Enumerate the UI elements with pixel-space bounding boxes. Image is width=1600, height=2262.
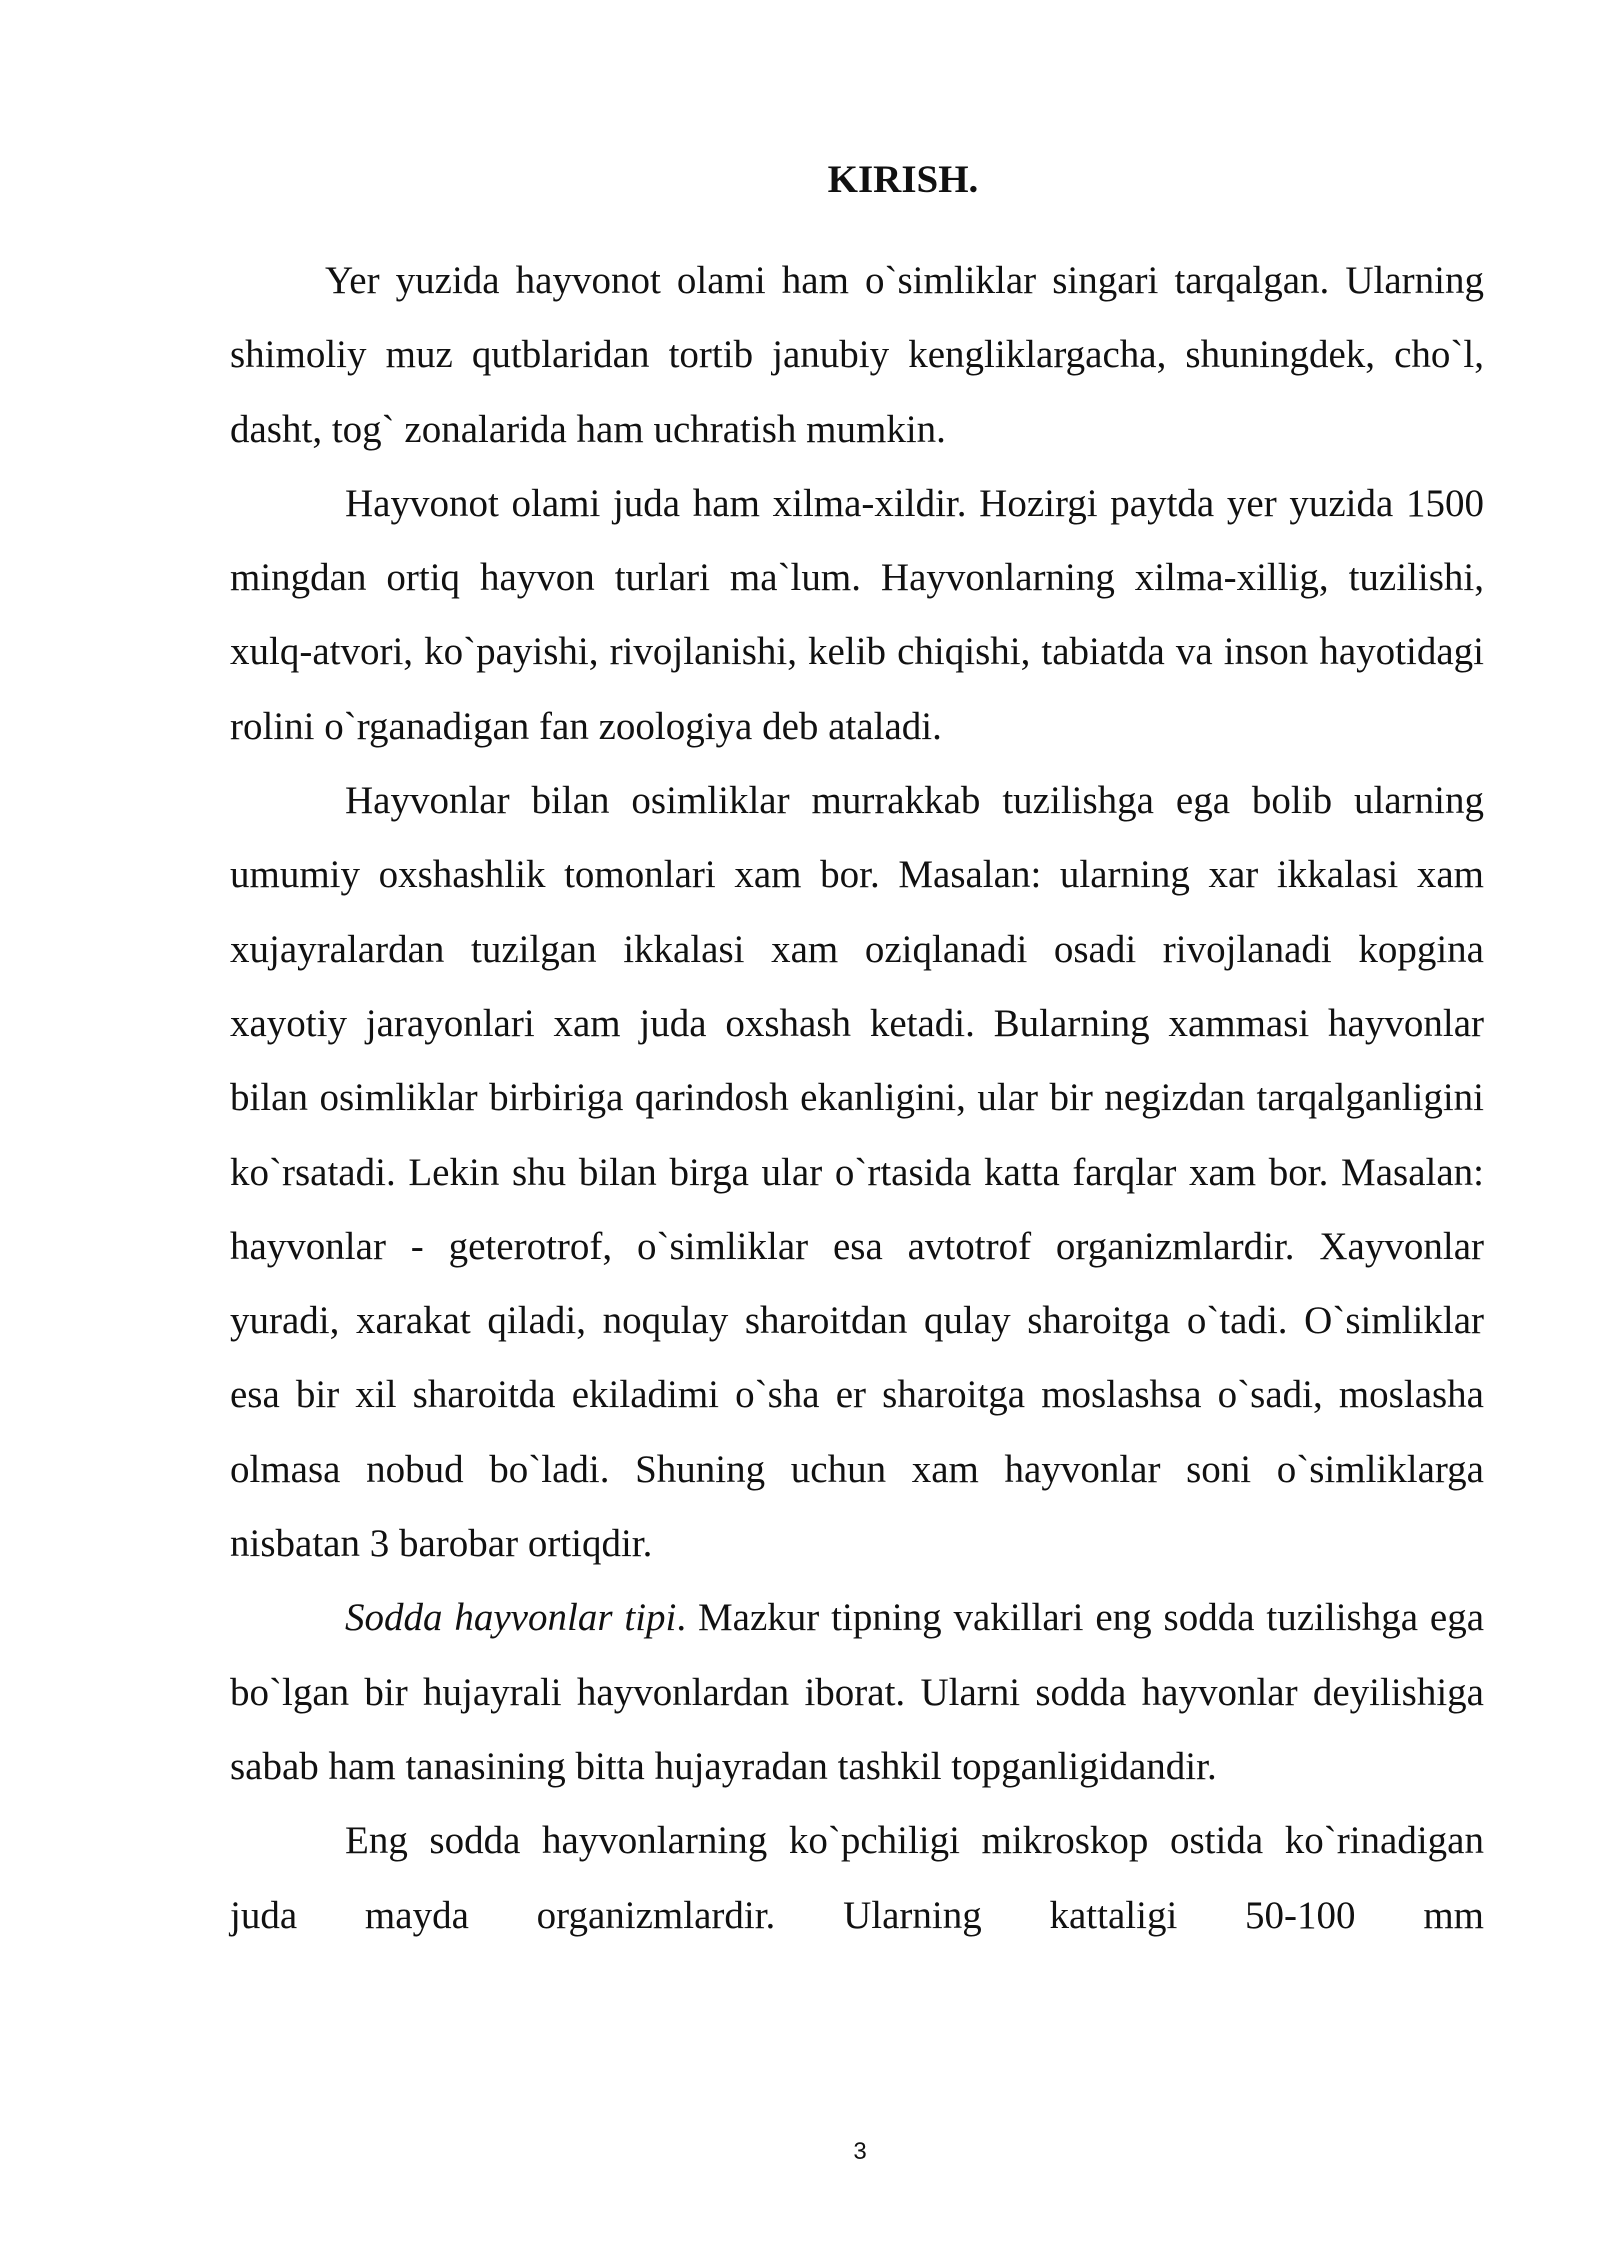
paragraph-animal-diversity: Hayvonot olami juda ham xilma-xildir. Hozirgi paytda yer yuzida 1500 mingdan ortiq hayvon turlari ma`lum. Hayvonlarning xilma-xillig, tuzilishi, xulq-atvori, ko`payishi, rivojlanishi, kelib chiqishi, tabiatda va inson hayotidagi rolini o`rganadigan fan zoologiya deb ataladi.	[230, 481, 1484, 748]
protozoa-type-term: Sodda hayvonlar tipi	[345, 1596, 677, 1640]
page-number: 3	[853, 2138, 867, 2165]
paragraph-protozoa-size: Eng sodda hayvonlarning ko`pchiligi mikroskop ostida ko`rinadigan juda mayda organizmlardir. Ularning kattaligi 50-100 mm	[230, 1819, 1484, 1937]
page-title: KIRISH.	[827, 158, 979, 201]
protozoa-type-description: . Mazkur tipning vakillari eng sodda tuzilishga ega bo`lgan bir hujayrali hayvonlardan iborat. Ularni sodda hayvonlar deyilishiga sabab ham tanasining bitta hujayradan tashkil topganligidandir.	[230, 1596, 1485, 1788]
paragraph-intro: Yer yuzida hayvonot olami ham o`simliklar singari tarqalgan. Ularning shimoliy muz qutblaridan tortib janubiy kengliklargacha, shuningdek, cho`l, dasht, tog` zonalarida ham uchratish mumkin.	[230, 259, 1484, 451]
paragraph-animals-plants-comparison: Hayvonlar bilan osimliklar murrakkab tuzilishga ega bolib ularning umumiy oxshashlik tomonlari xam bor. Masalan: ularning xar ikkalasi xam xujayralardan tuzilgan ikkalasi xam oziqlanadi osadi rivojlanadi kopgina xayotiy jarayonlari xam juda oxshash ketadi. Bularning xammasi hayvonlar bilan osimliklar birbiriga qarindosh ekanligini, ular bir negizdan tarqalganligini ko`rsatadi. Lekin shu bilan birga ular o`rtasida katta farqlar xam bor. Masalan: hayvonlar - geterotrof, o`simliklar esa avtotrof organizmlardir. Xayvonlar yuradi, xarakat qiladi, noqulay sharoitdan qulay sharoitga o`tadi. O`simliklar esa bir xil sharoitda ekiladimi o`sha er sharoitga moslashsa o`sadi, moslasha olmasa nobud bo`ladi. Shuning uchun xam hayvonlar soni o`simliklarga nisbatan 3 barobar ortiqdir.	[230, 779, 1484, 1566]
body-text	[230, 244, 1484, 1953]
paragraph-protozoa-type	[230, 1581, 1484, 1804]
